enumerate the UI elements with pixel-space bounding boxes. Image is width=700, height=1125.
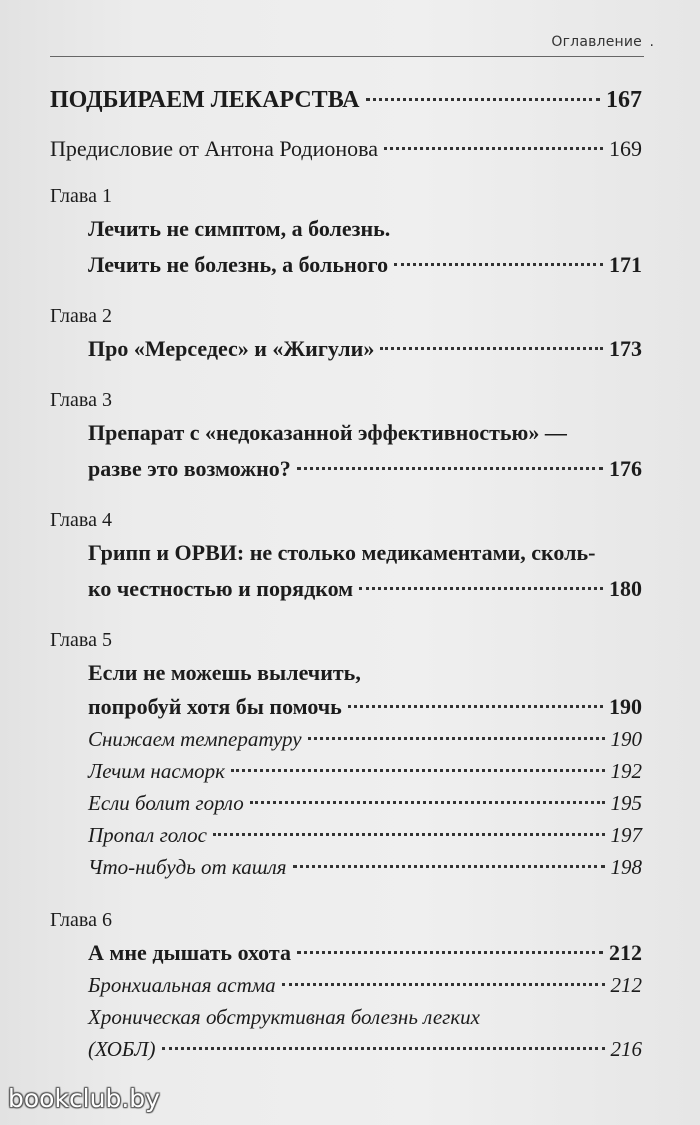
leader-dots xyxy=(162,1047,605,1050)
toc-subsection-entry xyxy=(50,726,642,752)
toc-chapter-entry xyxy=(50,940,642,966)
subsection-title: Снижаем температуру xyxy=(88,727,302,751)
subsection-title: Хроническая обструктивная болезнь легких xyxy=(88,1005,480,1029)
leader-dots xyxy=(297,951,603,954)
page-number: 190 xyxy=(610,727,642,751)
page-number: 195 xyxy=(610,791,642,815)
page-number: 192 xyxy=(610,759,642,783)
leader-dots xyxy=(213,833,605,836)
leader-dots xyxy=(293,865,605,868)
table-of-contents xyxy=(50,86,642,1062)
section-title: ПОДБИРАЕМ ЛЕКАРСТВА xyxy=(50,87,360,113)
leader-dots xyxy=(348,705,603,708)
chapter-label: Глава 5 xyxy=(50,629,112,651)
toc-subsection-entry xyxy=(50,972,642,998)
toc-subsection-entry xyxy=(50,1036,642,1062)
chapter-label: Глава 6 xyxy=(50,909,112,931)
toc-chapter-entry xyxy=(50,694,642,720)
toc-chapter-entry xyxy=(50,456,642,482)
leader-dots xyxy=(297,467,603,470)
chapter-title-line: А мне дышать охота xyxy=(88,940,291,965)
toc-preface-entry xyxy=(50,136,642,162)
page-number: 180 xyxy=(609,576,642,601)
subsection-title: Что-нибудь от кашля xyxy=(88,855,287,879)
page-number: 216 xyxy=(610,1037,642,1061)
toc-subsection-entry xyxy=(50,822,642,848)
leader-dots xyxy=(380,347,603,350)
chapter-title-line: Лечить не симптом, а болезнь. xyxy=(88,216,391,241)
page-number: 167 xyxy=(606,87,642,113)
chapter-title-line: Препарат с «недоказанной эффективностью» — xyxy=(88,420,567,445)
page-number: 171 xyxy=(609,252,642,277)
chapter-label: Глава 1 xyxy=(50,185,112,207)
running-head-dot: . xyxy=(649,34,654,50)
leader-dots xyxy=(308,737,605,740)
subsection-title: Если болит горло xyxy=(88,791,244,815)
toc-chapter-entry xyxy=(50,336,642,362)
leader-dots xyxy=(231,769,605,772)
page-number: 198 xyxy=(610,855,642,879)
running-head: Оглавление xyxy=(551,34,642,50)
chapter-title-line: Про «Мерседес» и «Жигули» xyxy=(88,336,375,361)
page-number: 190 xyxy=(609,694,642,719)
toc-subsection-entry xyxy=(50,790,642,816)
leader-dots xyxy=(359,587,603,590)
chapter-label: Глава 3 xyxy=(50,389,112,411)
preface-title: Предисловие от Антона Родионова xyxy=(50,136,379,161)
toc-chapter-entry xyxy=(50,576,642,602)
toc-chapter-entry xyxy=(50,252,642,278)
subsection-title: Бронхиальная астма xyxy=(88,973,276,997)
toc-section-entry xyxy=(50,86,642,114)
header-rule xyxy=(50,56,644,57)
chapter-label: Глава 2 xyxy=(50,305,112,327)
watermark: bookclub.by xyxy=(8,1084,160,1113)
page-number: 212 xyxy=(610,973,642,997)
leader-dots xyxy=(366,98,600,101)
leader-dots xyxy=(250,801,605,804)
leader-dots xyxy=(384,147,603,150)
leader-dots xyxy=(282,983,605,986)
chapter-title-line: попробуй хотя бы помочь xyxy=(88,694,342,719)
chapter-title-line: Если не можешь вылечить, xyxy=(88,660,361,685)
chapter-title-line: Лечить не болезнь, а больного xyxy=(88,252,389,277)
leader-dots xyxy=(394,263,603,266)
chapter-title-line: ко честностью и порядком xyxy=(88,576,354,601)
page-number: 176 xyxy=(609,456,642,481)
subsection-title: Пропал голос xyxy=(88,823,207,847)
page-number: 173 xyxy=(609,336,642,361)
toc-subsection-entry xyxy=(50,854,642,880)
subsection-title: (ХОБЛ) xyxy=(88,1037,156,1061)
toc-subsection-entry xyxy=(50,758,642,784)
subsection-title: Лечим насморк xyxy=(88,759,225,783)
page-number: 212 xyxy=(609,940,642,965)
page-number: 169 xyxy=(609,136,642,161)
page-number: 197 xyxy=(610,823,642,847)
chapter-title-line: Грипп и ОРВИ: не столько медикаментами, сколь- xyxy=(88,540,596,565)
chapter-title-line: разве это возможно? xyxy=(88,456,291,481)
chapter-label: Глава 4 xyxy=(50,509,112,531)
